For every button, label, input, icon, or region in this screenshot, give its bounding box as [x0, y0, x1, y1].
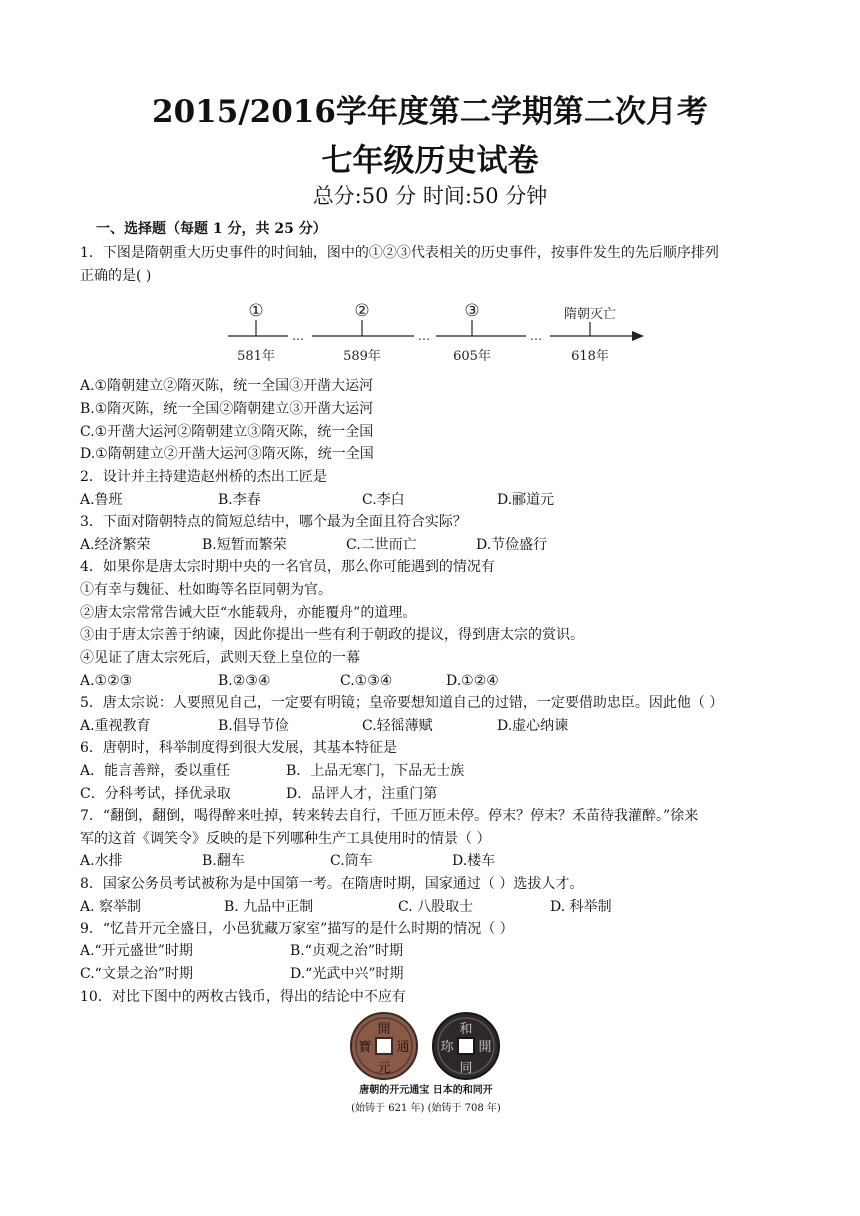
question-4-option-c: C.①③④ [340, 673, 393, 689]
question-2-option-b: B.李春 [218, 492, 261, 508]
section-heading: 一、选择题（每题 1 分，共 25 分） [96, 221, 327, 237]
question-9-option-a: A.“开元盛世”时期 [80, 943, 193, 959]
question-6-option-c: C．分科考试，择优录取 [80, 786, 231, 802]
question-9-option-d: D.“光武中兴”时期 [290, 966, 404, 982]
timeline-marker-2: ② [354, 301, 370, 321]
coins-caption-dates: (始铸于 621 年) (始铸于 708 年) [351, 1103, 501, 1114]
kaiyuan-char-top: 開 [377, 1022, 391, 1037]
wado-coin [433, 1013, 499, 1079]
timeline-gap-2: … [418, 329, 430, 343]
question-6-option-d: D．品评人才，注重门第 [286, 786, 438, 802]
timeline-year-3: 605年 [453, 349, 491, 364]
question-7-option-d: D.楼车 [452, 853, 496, 869]
question-8-option-b: B. 九品中正制 [224, 899, 314, 915]
timeline-marker-4: 隋朝灭亡 [563, 307, 617, 322]
timeline-gap-1: … [292, 329, 304, 343]
kaiyuan-char-bottom: 元 [377, 1061, 391, 1076]
timeline-marker-1: ① [248, 301, 264, 321]
timeline-year-2: 589年 [343, 349, 381, 364]
question-1-option-c: C.①开凿大运河②隋朝建立③隋灭陈，统一全国 [80, 424, 374, 440]
question-4-text: 4．如果你是唐太宗时期中央的一名官员，那么你可能遇到的情况有 [80, 559, 495, 575]
question-8-option-d: D. 科举制 [550, 899, 612, 915]
question-3-option-b: B.短暂而繁荣 [202, 537, 287, 553]
question-3-option-c: C.二世而亡 [346, 537, 417, 553]
question-8-text: 8．国家公务员考试被称为是中国第一考。在隋唐时期，国家通过（ ）选拔人才。 [80, 876, 584, 892]
question-9-option-b: B.“贞观之治”时期 [290, 943, 404, 959]
question-6-option-b: B．上品无寒门，下品无士族 [286, 763, 465, 779]
question-3-text: 3．下面对隋朝特点的简短总结中，哪个最为全面且符合实际？ [80, 514, 467, 530]
question-4-item-1: ①有幸与魏征、杜如晦等名臣同朝为官。 [80, 582, 332, 598]
question-1-option-a: A.①隋朝建立②隋灭陈，统一全国③开凿大运河 [80, 378, 374, 394]
question-6-text: 6．唐朝时，科举制度得到很大发展，其基本特征是 [80, 740, 397, 756]
question-8-option-a: A. 察举制 [80, 899, 142, 915]
exam-title: 2015/2016学年度第二学期第二次月考 [152, 94, 708, 130]
question-5-option-d: D.虚心纳谏 [497, 718, 569, 734]
question-4-option-b: B.②③④ [218, 673, 271, 689]
question-1-option-d: D.①隋朝建立②开凿大运河③隋灭陈，统一全国 [80, 446, 374, 462]
question-6-option-a: A．能言善辩，委以重任 [80, 763, 231, 779]
timeline-marker-3: ③ [464, 301, 480, 321]
question-5-text: 5．唐太宗说：人要照见自己，一定要有明镜；皇帝要想知道自己的过错，一定要借助忠臣。因此他（ ） [80, 695, 724, 711]
question-4-option-d: D.①②④ [446, 673, 499, 689]
question-5-option-a: A.重视教育 [80, 718, 151, 734]
question-9-text: 9．“忆昔开元全盛日，小邑犹藏万家室”描写的是什么时期的情况（ ） [80, 921, 514, 937]
question-5-option-c: C.轻徭薄赋 [362, 718, 433, 734]
question-4-item-4: ④见证了唐太宗死后，武则天登上皇位的一幕 [80, 650, 360, 666]
question-7-option-c: C.筒车 [330, 853, 373, 869]
coins-caption-names: 唐朝的开元通宝 日本的和同开 [359, 1085, 493, 1096]
kaiyuan-char-left: 寶 [358, 1040, 372, 1055]
wado-char-left: 珎 [440, 1040, 454, 1055]
q1-timeline-diagram [222, 298, 650, 368]
question-5-option-b: B.倡导节俭 [218, 718, 289, 734]
question-7-option-a: A.水排 [80, 853, 123, 869]
wado-char-bottom: 同 [459, 1061, 473, 1076]
wado-char-top: 和 [459, 1022, 473, 1037]
question-4-item-2: ②唐太宗常常告诫大臣“水能载舟，亦能覆舟”的道理。 [80, 605, 417, 621]
question-8-option-c: C. 八股取士 [398, 899, 474, 915]
question-2-option-a: A.鲁班 [80, 492, 123, 508]
kaiyuan-coin [351, 1013, 417, 1079]
question-9-option-c: C.“文景之治”时期 [80, 966, 193, 982]
question-10-text: 10．对比下图中的两枚古钱币，得出的结论中不应有 [80, 989, 406, 1005]
score-time-info: 总分:50 分 时间:50 分钟 [312, 184, 548, 208]
question-7-text: 7．“翻倒，翻倒，喝得醉来吐掉，转来转去自行，千匝万匝未停。停末？停末？禾苗待我灌醉。”徐来 [80, 808, 699, 824]
timeline-gap-3: … [530, 329, 542, 343]
question-4-item-3: ③由于唐太宗善于纳谏，因此你提出一些有利于朝政的提议，得到唐太宗的赏识。 [80, 627, 584, 643]
wado-char-right: 開 [478, 1040, 492, 1055]
question-1-text-cont: 正确的是( ) [80, 268, 152, 284]
question-2-option-d: D.郦道元 [497, 492, 555, 508]
question-3-option-d: D.节俭盛行 [476, 537, 548, 553]
question-2-text: 2．设计并主持建造赵州桥的杰出工匠是 [80, 469, 327, 485]
question-7-option-b: B.翻车 [202, 853, 245, 869]
kaiyuan-char-right: 通 [396, 1040, 410, 1055]
question-1-option-b: B.①隋灭陈，统一全国②隋朝建立③开凿大运河 [80, 401, 374, 417]
question-1-text: 1．下图是隋朝重大历史事件的时间轴，图中的①②③代表相关的历史事件，按事件发生的先后顺序排列 [80, 245, 719, 261]
question-3-option-a: A.经济繁荣 [80, 537, 151, 553]
timeline-year-1: 581年 [237, 349, 275, 364]
question-4-option-a: A.①②③ [80, 673, 133, 689]
question-2-option-c: C.李白 [362, 492, 405, 508]
question-7-text-cont: 军的这首《调笑令》反映的是下列哪种生产工具使用时的情景（ ） [80, 831, 491, 847]
exam-subject-title: 七年级历史试卷 [321, 143, 539, 179]
q10-coins-image [338, 1010, 528, 1118]
timeline-year-4: 618年 [571, 349, 609, 364]
